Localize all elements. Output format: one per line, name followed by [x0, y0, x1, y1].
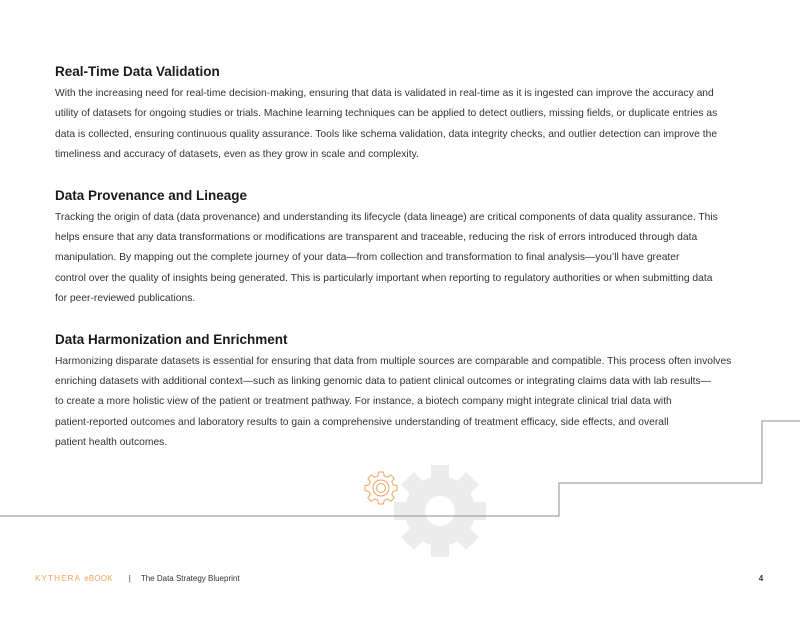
section-harmonization-enrichment — [55, 332, 755, 454]
section-heading: Data Provenance and Lineage — [55, 187, 248, 203]
page-number: 4 — [758, 574, 764, 583]
section-heading: Real-Time Data Validation — [55, 64, 220, 79]
orange-gear-icon — [365, 472, 397, 504]
page-footer — [35, 573, 240, 585]
body-line: data is collected, ensuring continuous quality assurance. Tools like schema validation, data integrity checks, and outlier detection can improve the — [55, 128, 718, 140]
brand-logo: KYTHERA — [35, 574, 82, 583]
body-line: for peer-reviewed publications. — [55, 293, 196, 305]
body-line: patient-reported outcomes and laboratory results to gain a comprehensive understanding of treatment efficacy, side effects, and overall — [55, 416, 669, 428]
body-line: enriching datasets with additional context—such as linking genomic data to patient clinical outcomes or integrating claims data with lab results— — [55, 376, 711, 388]
body-line: manipulation. By mapping out the complete journey of your data—from collection and transformation to final analysis—you’ll have greater — [55, 252, 680, 264]
main-content — [55, 64, 755, 476]
body-line: Tracking the origin of data (data provenance) and understanding its lifecycle (data lineage) are critical components of data quality assurance. This — [55, 211, 718, 223]
body-line: utility of datasets for ongoing studies or trials. Machine learning techniques can be applied to detect outliers, missing fields, or duplicate entries as — [55, 108, 718, 120]
body-line: control over the quality of insights being generated. This is particularly important when reporting to regulatory authorities or when submitting data — [55, 272, 713, 284]
document-title: The Data Strategy Blueprint — [140, 574, 240, 583]
body-line: With the increasing need for real-time decision-making, ensuring that data is validated in real-time as it is ingested can improve the accuracy and — [55, 88, 714, 99]
body-line: helps ensure that any data transformations or modifications are transparent and traceable, reducing the risk of errors introduced through data — [55, 232, 698, 244]
ebook-label: eBOOK — [84, 574, 113, 583]
section-real-time-validation — [55, 64, 755, 166]
body-line: to create a more holistic view of the patient or treatment pathway. For instance, a biotech company might integrate clinical trial data with — [55, 396, 672, 408]
body-line: patient health outcomes. — [55, 437, 168, 449]
section-body — [55, 208, 755, 310]
gray-gear-icon — [394, 465, 486, 557]
section-body — [55, 84, 755, 166]
section-body — [55, 352, 755, 454]
section-heading: Data Harmonization and Enrichment — [55, 331, 288, 347]
body-line: Harmonizing disparate datasets is essential for ensuring that data from multiple sources are comparable and compatible. This process often involves — [55, 355, 732, 367]
body-line: timeliness and accuracy of datasets, even as they grow in scale and complexity. — [55, 149, 419, 161]
section-provenance-lineage — [55, 188, 755, 310]
footer-separator: | — [128, 574, 131, 583]
